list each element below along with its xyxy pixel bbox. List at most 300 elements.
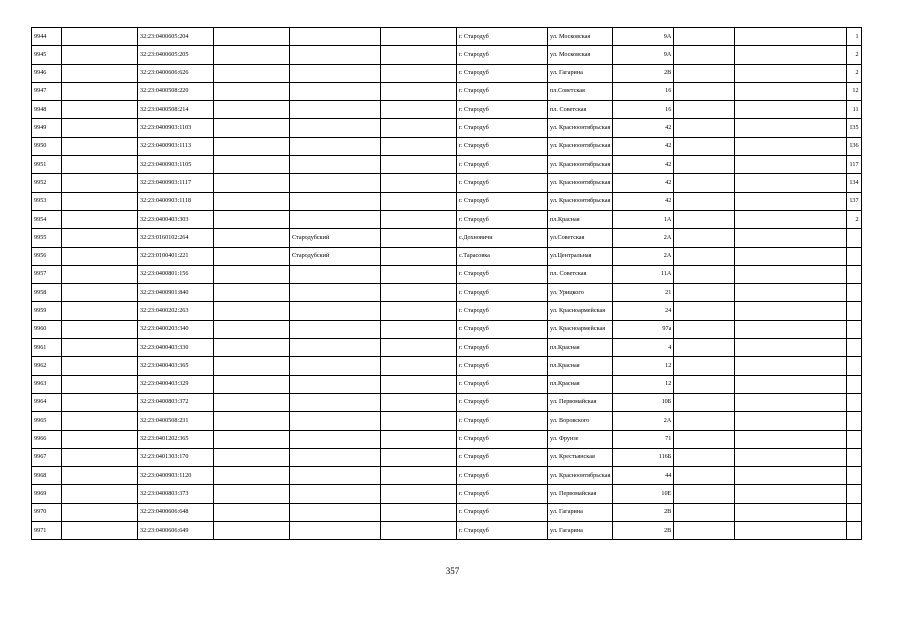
cell-street: пл. Советская [548,265,613,283]
cell-district [290,28,381,46]
cell-empty [674,82,735,100]
cell-street: ул. Красноармейская [548,302,613,320]
cell-id: 9948 [32,101,62,119]
cell-district [290,101,381,119]
cell-cad: 32:23:0400903:1117 [138,174,214,192]
cell-house: 42 [613,119,674,137]
cell-id: 9971 [32,522,62,540]
cell-street: пл.Красная [548,357,613,375]
cell-cad: 32:23:0400903:1120 [138,467,214,485]
cell-empty [674,229,735,247]
cell-street: ул. Красноонтябрьская [548,137,613,155]
cell-district [290,393,381,411]
cell-qty: 1 [847,28,861,46]
cell-street: пл.Красная [548,339,613,357]
cell-house: 10Б [613,393,674,411]
cell-empty [735,210,847,228]
cell-cad: 32:23:0400605:205 [138,46,214,64]
cell-empty [381,430,457,448]
cell-empty [674,503,735,521]
cell-id: 9950 [32,137,62,155]
cell-empty [214,320,290,338]
cell-house: 11А [613,265,674,283]
cell-street: ул. Красноонтябрьская [548,192,613,210]
cell-empty [62,522,138,540]
cell-cad: 32:23:0160102:264 [138,229,214,247]
cell-district [290,375,381,393]
cell-empty [62,503,138,521]
cell-qty [847,247,861,265]
cell-qty: 2 [847,64,861,82]
cell-empty [381,137,457,155]
cell-locality: г. Стародуб [457,174,548,192]
cell-empty [674,265,735,283]
cell-empty [674,302,735,320]
cell-empty [214,448,290,466]
cell-street: ул. Красноонтябрьская [548,467,613,485]
cell-cad: 32:23:0400903:1113 [138,137,214,155]
cell-empty [62,101,138,119]
cell-house: 2В [613,64,674,82]
table-row [32,174,862,192]
cell-street: ул. Первомайская [548,393,613,411]
cell-empty [381,320,457,338]
cell-cad: 32:23:0400903:1118 [138,192,214,210]
cell-qty: 12 [847,82,861,100]
cell-id: 9964 [32,393,62,411]
cell-qty [847,522,861,540]
cell-cad: 32:23:0400901:840 [138,284,214,302]
cell-empty [381,247,457,265]
cell-district [290,357,381,375]
cell-id: 9952 [32,174,62,192]
cell-empty [735,265,847,283]
cell-district [290,265,381,283]
cell-empty [62,192,138,210]
cell-empty [62,137,138,155]
cell-house: 4 [613,339,674,357]
cell-house: 1А [613,210,674,228]
cell-empty [214,412,290,430]
cell-street: ул. Красноонтябрьская [548,119,613,137]
cell-empty [735,119,847,137]
cell-qty: 137 [847,192,861,210]
cell-locality: г. Стародуб [457,393,548,411]
cell-empty [381,174,457,192]
cell-id: 9967 [32,448,62,466]
cell-locality: г. Стародуб [457,448,548,466]
cell-cad: 32:23:0400508:214 [138,101,214,119]
cell-district [290,46,381,64]
table-row [32,412,862,430]
cell-empty [62,485,138,503]
cell-empty [214,46,290,64]
cell-locality: г. Стародуб [457,503,548,521]
cell-empty [674,412,735,430]
cell-empty [62,302,138,320]
table-row [32,375,862,393]
cell-empty [214,302,290,320]
cell-locality: г. Стародуб [457,430,548,448]
cell-qty [847,229,861,247]
cell-empty [735,503,847,521]
cell-empty [62,320,138,338]
cell-empty [735,320,847,338]
cell-empty [214,229,290,247]
table-row [32,64,862,82]
cell-empty [381,284,457,302]
cell-empty [735,28,847,46]
cell-empty [674,467,735,485]
cell-locality: г. Стародуб [457,119,548,137]
cell-empty [381,412,457,430]
cell-empty [214,393,290,411]
table-row [32,265,862,283]
cell-empty [735,448,847,466]
cell-qty [847,393,861,411]
table-row [32,485,862,503]
cell-cad: 32:23:0400606:649 [138,522,214,540]
table-row [32,229,862,247]
cell-id: 9958 [32,284,62,302]
cell-house: 2А [613,412,674,430]
cell-qty [847,485,861,503]
cell-district [290,210,381,228]
cell-empty [674,192,735,210]
cell-house: 16 [613,101,674,119]
cell-district [290,430,381,448]
cell-street: пл.Красная [548,375,613,393]
cell-empty [674,393,735,411]
cell-id: 9959 [32,302,62,320]
cell-locality: г. Стародуб [457,467,548,485]
cell-empty [62,210,138,228]
cell-id: 9966 [32,430,62,448]
cell-locality: г. Стародуб [457,64,548,82]
cell-empty [214,119,290,137]
cell-street: ул. Московская [548,28,613,46]
cell-empty [674,156,735,174]
cell-locality: с.Дохновичи [457,229,548,247]
cell-empty [214,522,290,540]
cell-cad: 32:23:0400508:220 [138,82,214,100]
cell-qty [847,284,861,302]
table-row [32,101,862,119]
cell-locality: г. Стародуб [457,302,548,320]
cell-qty: 135 [847,119,861,137]
cell-empty [62,64,138,82]
cell-empty [214,247,290,265]
cell-cad: 32:23:0400508:231 [138,412,214,430]
cell-empty [674,357,735,375]
cell-empty [381,375,457,393]
records-table [31,27,862,540]
cell-id: 9960 [32,320,62,338]
cell-empty [674,28,735,46]
cell-cad: 32:23:0400801:156 [138,265,214,283]
cell-empty [214,156,290,174]
cell-district [290,467,381,485]
cell-street: пл.Советская [548,82,613,100]
cell-id: 9965 [32,412,62,430]
cell-empty [381,503,457,521]
cell-empty [381,302,457,320]
cell-empty [214,137,290,155]
cell-house: 44 [613,467,674,485]
cell-locality: г. Стародуб [457,522,548,540]
cell-street: ул. Гагарина [548,503,613,521]
cell-qty [847,375,861,393]
cell-house: 42 [613,137,674,155]
cell-district [290,192,381,210]
cell-empty [674,339,735,357]
cell-empty [735,247,847,265]
cell-empty [735,485,847,503]
cell-empty [381,448,457,466]
cell-id: 9962 [32,357,62,375]
cell-empty [381,82,457,100]
table-row [32,192,862,210]
cell-qty [847,265,861,283]
table-row [32,522,862,540]
cell-street: ул. Фрунзе [548,430,613,448]
cell-empty [674,284,735,302]
cell-empty [62,467,138,485]
cell-qty: 134 [847,174,861,192]
table-row [32,137,862,155]
cell-empty [381,357,457,375]
cell-empty [735,64,847,82]
cell-house: 97а [613,320,674,338]
cell-empty [735,430,847,448]
cell-id: 9969 [32,485,62,503]
cell-empty [381,192,457,210]
cell-empty [381,28,457,46]
cell-qty: 2 [847,46,861,64]
cell-street: пл.Красная [548,210,613,228]
cell-locality: г. Стародуб [457,485,548,503]
cell-empty [214,64,290,82]
cell-cad: 32:23:0400203:340 [138,320,214,338]
cell-cad: 32:23:0401303:170 [138,448,214,466]
cell-district [290,82,381,100]
cell-empty [62,375,138,393]
cell-empty [214,101,290,119]
cell-district [290,156,381,174]
cell-district [290,137,381,155]
cell-empty [381,467,457,485]
cell-house: 42 [613,192,674,210]
table-row [32,302,862,320]
cell-empty [381,339,457,357]
cell-empty [214,174,290,192]
cell-house: 16 [613,82,674,100]
cell-locality: г. Стародуб [457,82,548,100]
cell-empty [735,302,847,320]
cell-empty [735,46,847,64]
cell-id: 9956 [32,247,62,265]
page-number: 357 [445,566,460,576]
table-row [32,430,862,448]
cell-cad: 32:23:0400606:648 [138,503,214,521]
cell-empty [735,357,847,375]
cell-empty [214,467,290,485]
cell-street: ул.Центральная [548,247,613,265]
cell-empty [381,393,457,411]
cell-qty: 11 [847,101,861,119]
cell-empty [674,119,735,137]
cell-cad: 32:23:0400803:372 [138,393,214,411]
table-row [32,339,862,357]
cell-empty [62,174,138,192]
cell-empty [381,101,457,119]
cell-empty [735,375,847,393]
cell-street: ул. Гагарина [548,64,613,82]
cell-empty [214,485,290,503]
cell-empty [674,247,735,265]
cell-empty [214,284,290,302]
cell-house: 42 [613,174,674,192]
cell-cad: 32:23:0400605:204 [138,28,214,46]
table-row [32,284,862,302]
cell-street: ул. Крестьянская [548,448,613,466]
cell-id: 9970 [32,503,62,521]
table-row [32,156,862,174]
cell-cad: 32:23:0400903:1105 [138,156,214,174]
cell-empty [381,119,457,137]
cell-locality: г. Стародуб [457,101,548,119]
cell-empty [674,46,735,64]
cell-locality: г. Стародуб [457,284,548,302]
cell-district [290,485,381,503]
cell-cad: 32:23:0400403:365 [138,357,214,375]
cell-empty [214,339,290,357]
cell-empty [214,265,290,283]
cell-empty [381,229,457,247]
cell-district [290,302,381,320]
cell-empty [62,284,138,302]
cell-district [290,174,381,192]
cell-district [290,64,381,82]
cell-id: 9961 [32,339,62,357]
cell-cad: 32:23:0100401:221 [138,247,214,265]
cell-street: ул. Урицкого [548,284,613,302]
cell-empty [62,156,138,174]
cell-street: ул. Московская [548,46,613,64]
cell-qty [847,430,861,448]
cell-locality: г. Стародуб [457,320,548,338]
cell-house: 116Б [613,448,674,466]
cell-id: 9949 [32,119,62,137]
cell-district [290,119,381,137]
cell-empty [62,393,138,411]
cell-empty [735,412,847,430]
table-row [32,119,862,137]
cell-empty [674,430,735,448]
cell-district [290,503,381,521]
cell-empty [674,320,735,338]
cell-qty [847,320,861,338]
cell-id: 9957 [32,265,62,283]
cell-district [290,284,381,302]
cell-house: 2В [613,503,674,521]
cell-house: 10Е [613,485,674,503]
cell-cad: 32:23:0400403:330 [138,339,214,357]
cell-locality: г. Стародуб [457,137,548,155]
cell-empty [381,64,457,82]
cell-district [290,412,381,430]
cell-cad: 32:23:0400606:626 [138,64,214,82]
cell-qty: 117 [847,156,861,174]
cell-empty [381,46,457,64]
table-row [32,467,862,485]
cell-cad: 32:23:0401202:365 [138,430,214,448]
cell-id: 9963 [32,375,62,393]
table-row [32,320,862,338]
cell-id: 9946 [32,64,62,82]
cell-id: 9968 [32,467,62,485]
cell-empty [62,82,138,100]
cell-house: 21 [613,284,674,302]
cell-qty [847,503,861,521]
cell-qty [847,412,861,430]
cell-house: 42 [613,156,674,174]
cell-empty [214,375,290,393]
cell-qty [847,357,861,375]
cell-house: 2А [613,229,674,247]
cell-street: пл. Советская [548,101,613,119]
cell-empty [62,247,138,265]
cell-empty [62,357,138,375]
cell-empty [674,375,735,393]
table-row [32,393,862,411]
cell-cad: 32:23:0400803:373 [138,485,214,503]
cell-empty [735,229,847,247]
cell-empty [674,101,735,119]
cell-empty [674,174,735,192]
cell-district: Стародубский [290,229,381,247]
cell-empty [381,210,457,228]
cell-empty [214,192,290,210]
cell-empty [62,339,138,357]
cell-qty [847,302,861,320]
cell-locality: г. Стародуб [457,156,548,174]
table-row [32,448,862,466]
cell-empty [735,192,847,210]
cell-cad: 32:23:0400202:263 [138,302,214,320]
cell-qty [847,339,861,357]
cell-empty [674,448,735,466]
cell-empty [735,156,847,174]
cell-street: ул. Красноонтябрьская [548,156,613,174]
cell-locality: г. Стародуб [457,339,548,357]
table-row [32,28,862,46]
cell-id: 9947 [32,82,62,100]
cell-locality: г. Стародуб [457,375,548,393]
cell-empty [674,64,735,82]
cell-cad: 32:23:0400403:303 [138,210,214,228]
cell-cad: 32:23:0400403:329 [138,375,214,393]
cell-id: 9944 [32,28,62,46]
cell-empty [62,46,138,64]
cell-street: ул. Красноонтябрьская [548,174,613,192]
cell-locality: г. Стародуб [457,265,548,283]
cell-qty: 2 [847,210,861,228]
cell-id: 9955 [32,229,62,247]
cell-empty [214,430,290,448]
cell-empty [735,467,847,485]
cell-qty [847,448,861,466]
